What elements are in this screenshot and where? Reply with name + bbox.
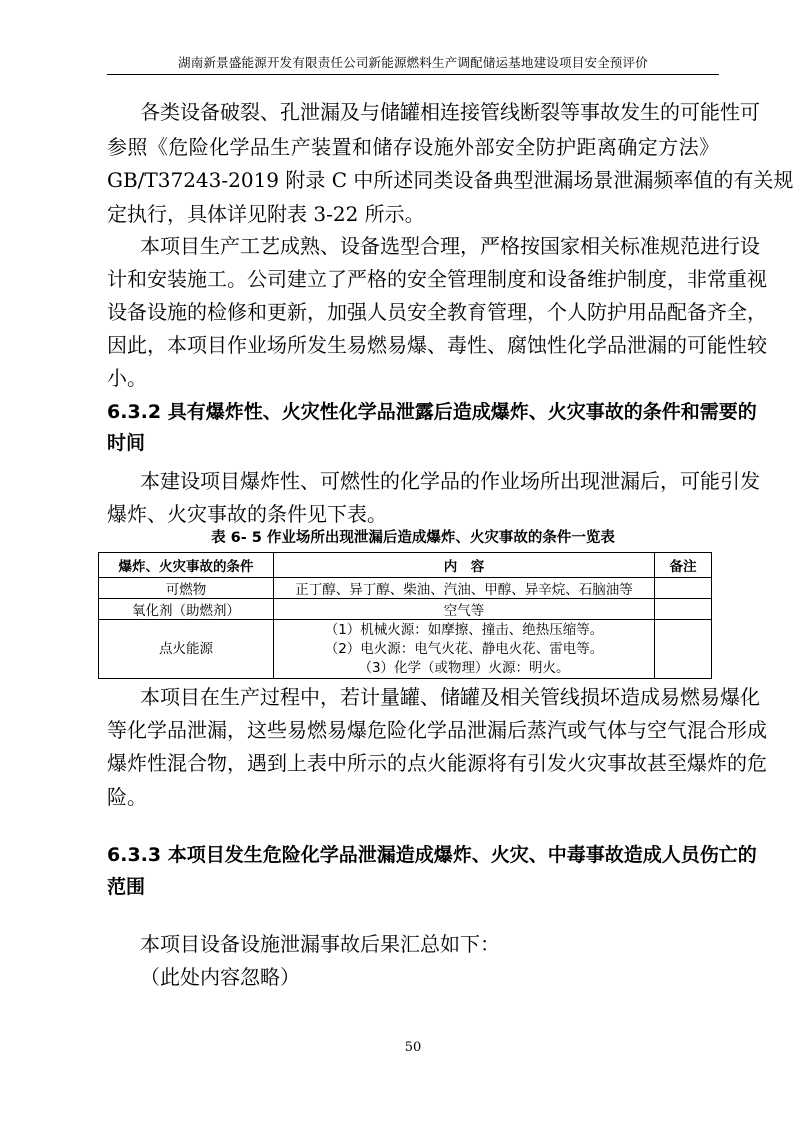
section-heading-6-3-2-line2: 时间 [107,432,146,454]
cell-content-ignition [274,620,655,679]
para4-line3: 爆炸性混合物，遇到上表中所示的点火能源将有引发火灾事故甚至爆炸的危 [107,751,767,775]
ignition-item: （2）电火源：电气火花、静电火花、雷电等。 [324,640,604,657]
para5-line2: （此处内容忽略） [140,965,300,989]
cell-note [655,578,712,599]
para3-line1: 本建设项目爆炸性、可燃性的化学品的作业场所出现泄漏后，可能引发 [140,469,760,493]
para2-line5: 小。 [107,366,147,390]
para4-line2: 等化学品泄漏，这些易燃易爆危险化学品泄漏后蒸汽或气体与空气混合形成 [107,718,767,742]
para3-line2: 爆炸、火灾事故的条件见下表。 [107,502,387,526]
para1-line2: 参照《危险化学品生产装置和储存设施外部安全防护距离确定方法》 [107,135,719,159]
para2-line3: 设备设施的检修和更新，加强人员安全教育管理，个人防护用品配备齐全， [107,300,767,324]
header-content: 内 容 [274,553,655,578]
conditions-table [98,552,712,679]
header-rule [107,74,719,75]
section-heading-6-3-2-line1: 6.3.2 具有爆炸性、火灾性化学品泄露后造成爆炸、火灾事故的条件和需要的 [107,401,757,423]
running-header: 湖南新景盛能源开发有限责任公司新能源燃料生产调配储运基地建设项目安全预评价 [178,55,648,70]
para1-line4: 定执行，具体详见附表 3-22 所示。 [107,202,425,226]
para1-line1: 各类设备破裂、孔泄漏及与储罐相连接管线断裂等事故发生的可能性可 [140,100,760,124]
header-condition: 爆炸、火灾事故的条件 [99,553,274,578]
cell-condition: 氧化剂（助燃剂） [99,599,274,620]
table-caption: 表 6- 5 作业场所出现泄漏后造成爆炸、火灾事故的条件一览表 [211,530,615,546]
table-header-row [99,553,712,578]
cell-condition: 点火能源 [99,620,274,679]
ignition-item: （1）机械火源：如摩擦、撞击、绝热压缩等。 [324,621,604,638]
para1-line3: GB/T37243-2019 附录 C 中所述同类设备典型泄漏场景泄漏频率值的有关规 [107,168,793,192]
para2-line2: 计和安装施工。公司建立了严格的安全管理制度和设备维护制度，非常重视 [107,267,767,291]
cell-condition: 可燃物 [99,578,274,599]
para5-line1: 本项目设备设施泄漏事故后果汇总如下： [140,932,500,956]
ignition-item: （3）化学（或物理）火源：明火。 [358,659,570,676]
para4-line1: 本项目在生产过程中，若计量罐、储罐及相关管线损坏造成易燃易爆化 [140,685,760,709]
table-row-ignition [99,620,712,679]
cell-note [655,599,712,620]
cell-content: 正丁醇、异丁醇、柴油、汽油、甲醇、异辛烷、石脑油等 [274,578,655,599]
para2-line1: 本项目生产工艺成熟、设备选型合理，严格按国家相关标准规范进行设 [140,234,760,258]
cell-content: 空气等 [274,599,655,620]
table-row [99,578,712,599]
header-note: 备注 [655,553,712,578]
para4-line4: 险。 [107,785,147,809]
cell-note [655,620,712,679]
section-heading-6-3-3-line1: 6.3.3 本项目发生危险化学品泄漏造成爆炸、火灾、中毒事故造成人员伤亡的 [107,844,757,866]
para2-line4: 因此，本项目作业场所发生易燃易爆、毒性、腐蚀性化学品泄漏的可能性较 [107,333,767,357]
table-row [99,599,712,620]
section-heading-6-3-3-line2: 范围 [107,876,146,898]
page-number: 50 [404,1040,422,1055]
